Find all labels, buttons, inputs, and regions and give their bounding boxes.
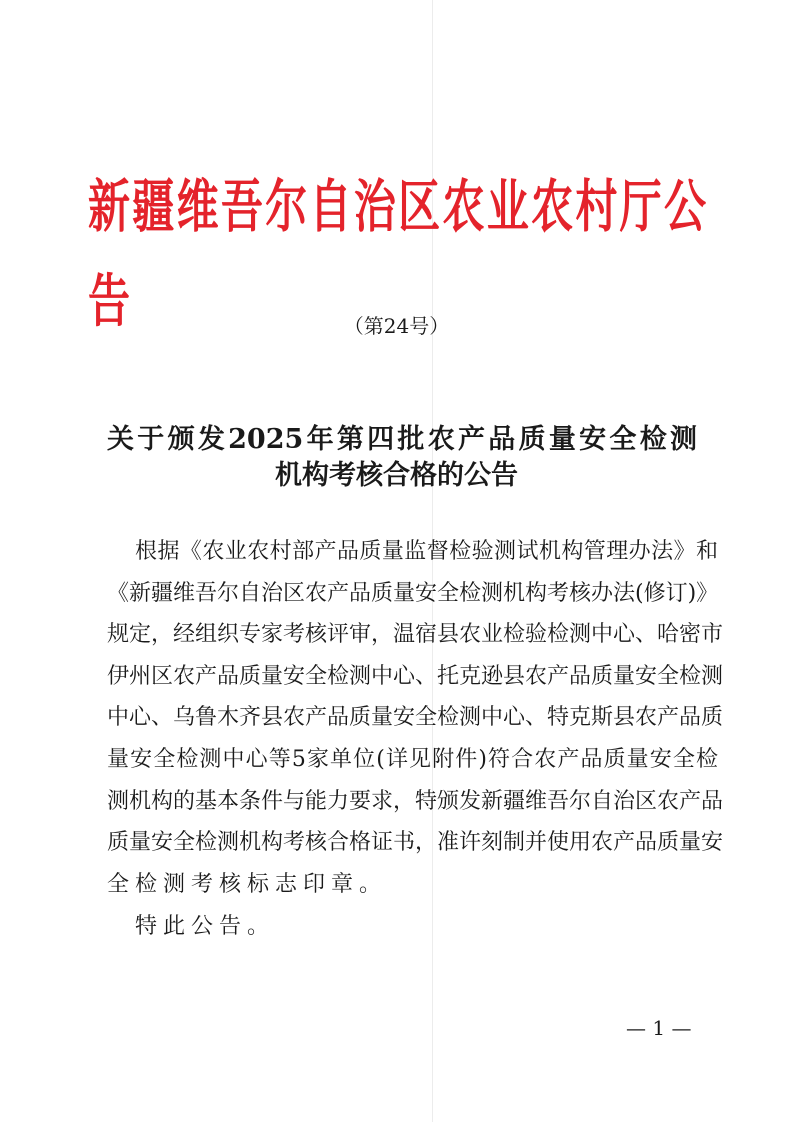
body-line: 全检测考核标志印章。 xyxy=(107,872,388,897)
body-line: 《新疆维吾尔自治区农产品质量安全检测机构考核办法(修订)》 xyxy=(107,581,719,606)
body-line: 根据《农业农村部产品质量监督检验测试机构管理办法》和 xyxy=(135,539,718,564)
body-line: 质量安全检测机构考核合格证书，准许刻制并使用农产品质量安 xyxy=(107,830,724,855)
body-line: 测机构的基本条件与能力要求，特颁发新疆维吾尔自治区农产品 xyxy=(107,789,724,814)
closing-text: 特此公告。 xyxy=(135,914,276,939)
body-line: 规定，经组织专家考核评审，温宿县农业检验检测中心、哈密市 xyxy=(107,622,724,647)
document-title: 新疆维吾尔自治区农业农村厅公告 xyxy=(88,173,706,334)
body-line: 量安全检测中心等5家单位(详见附件)符合农产品质量安全检 xyxy=(107,747,718,772)
page-number: — 1 — xyxy=(626,1016,692,1040)
subject-line-2: 机构考核合格的公告 xyxy=(275,460,518,491)
subject-line-1: 关于颁发2025年第四批农产品质量安全检测 xyxy=(107,424,697,455)
document-number: （第24号） xyxy=(343,314,450,338)
body-line: 伊州区农产品质量安全检测中心、托克逊县农产品质量安全检测 xyxy=(107,664,724,689)
body-line: 中心、乌鲁木齐县农产品质量安全检测中心、特克斯县农产品质 xyxy=(107,705,724,730)
